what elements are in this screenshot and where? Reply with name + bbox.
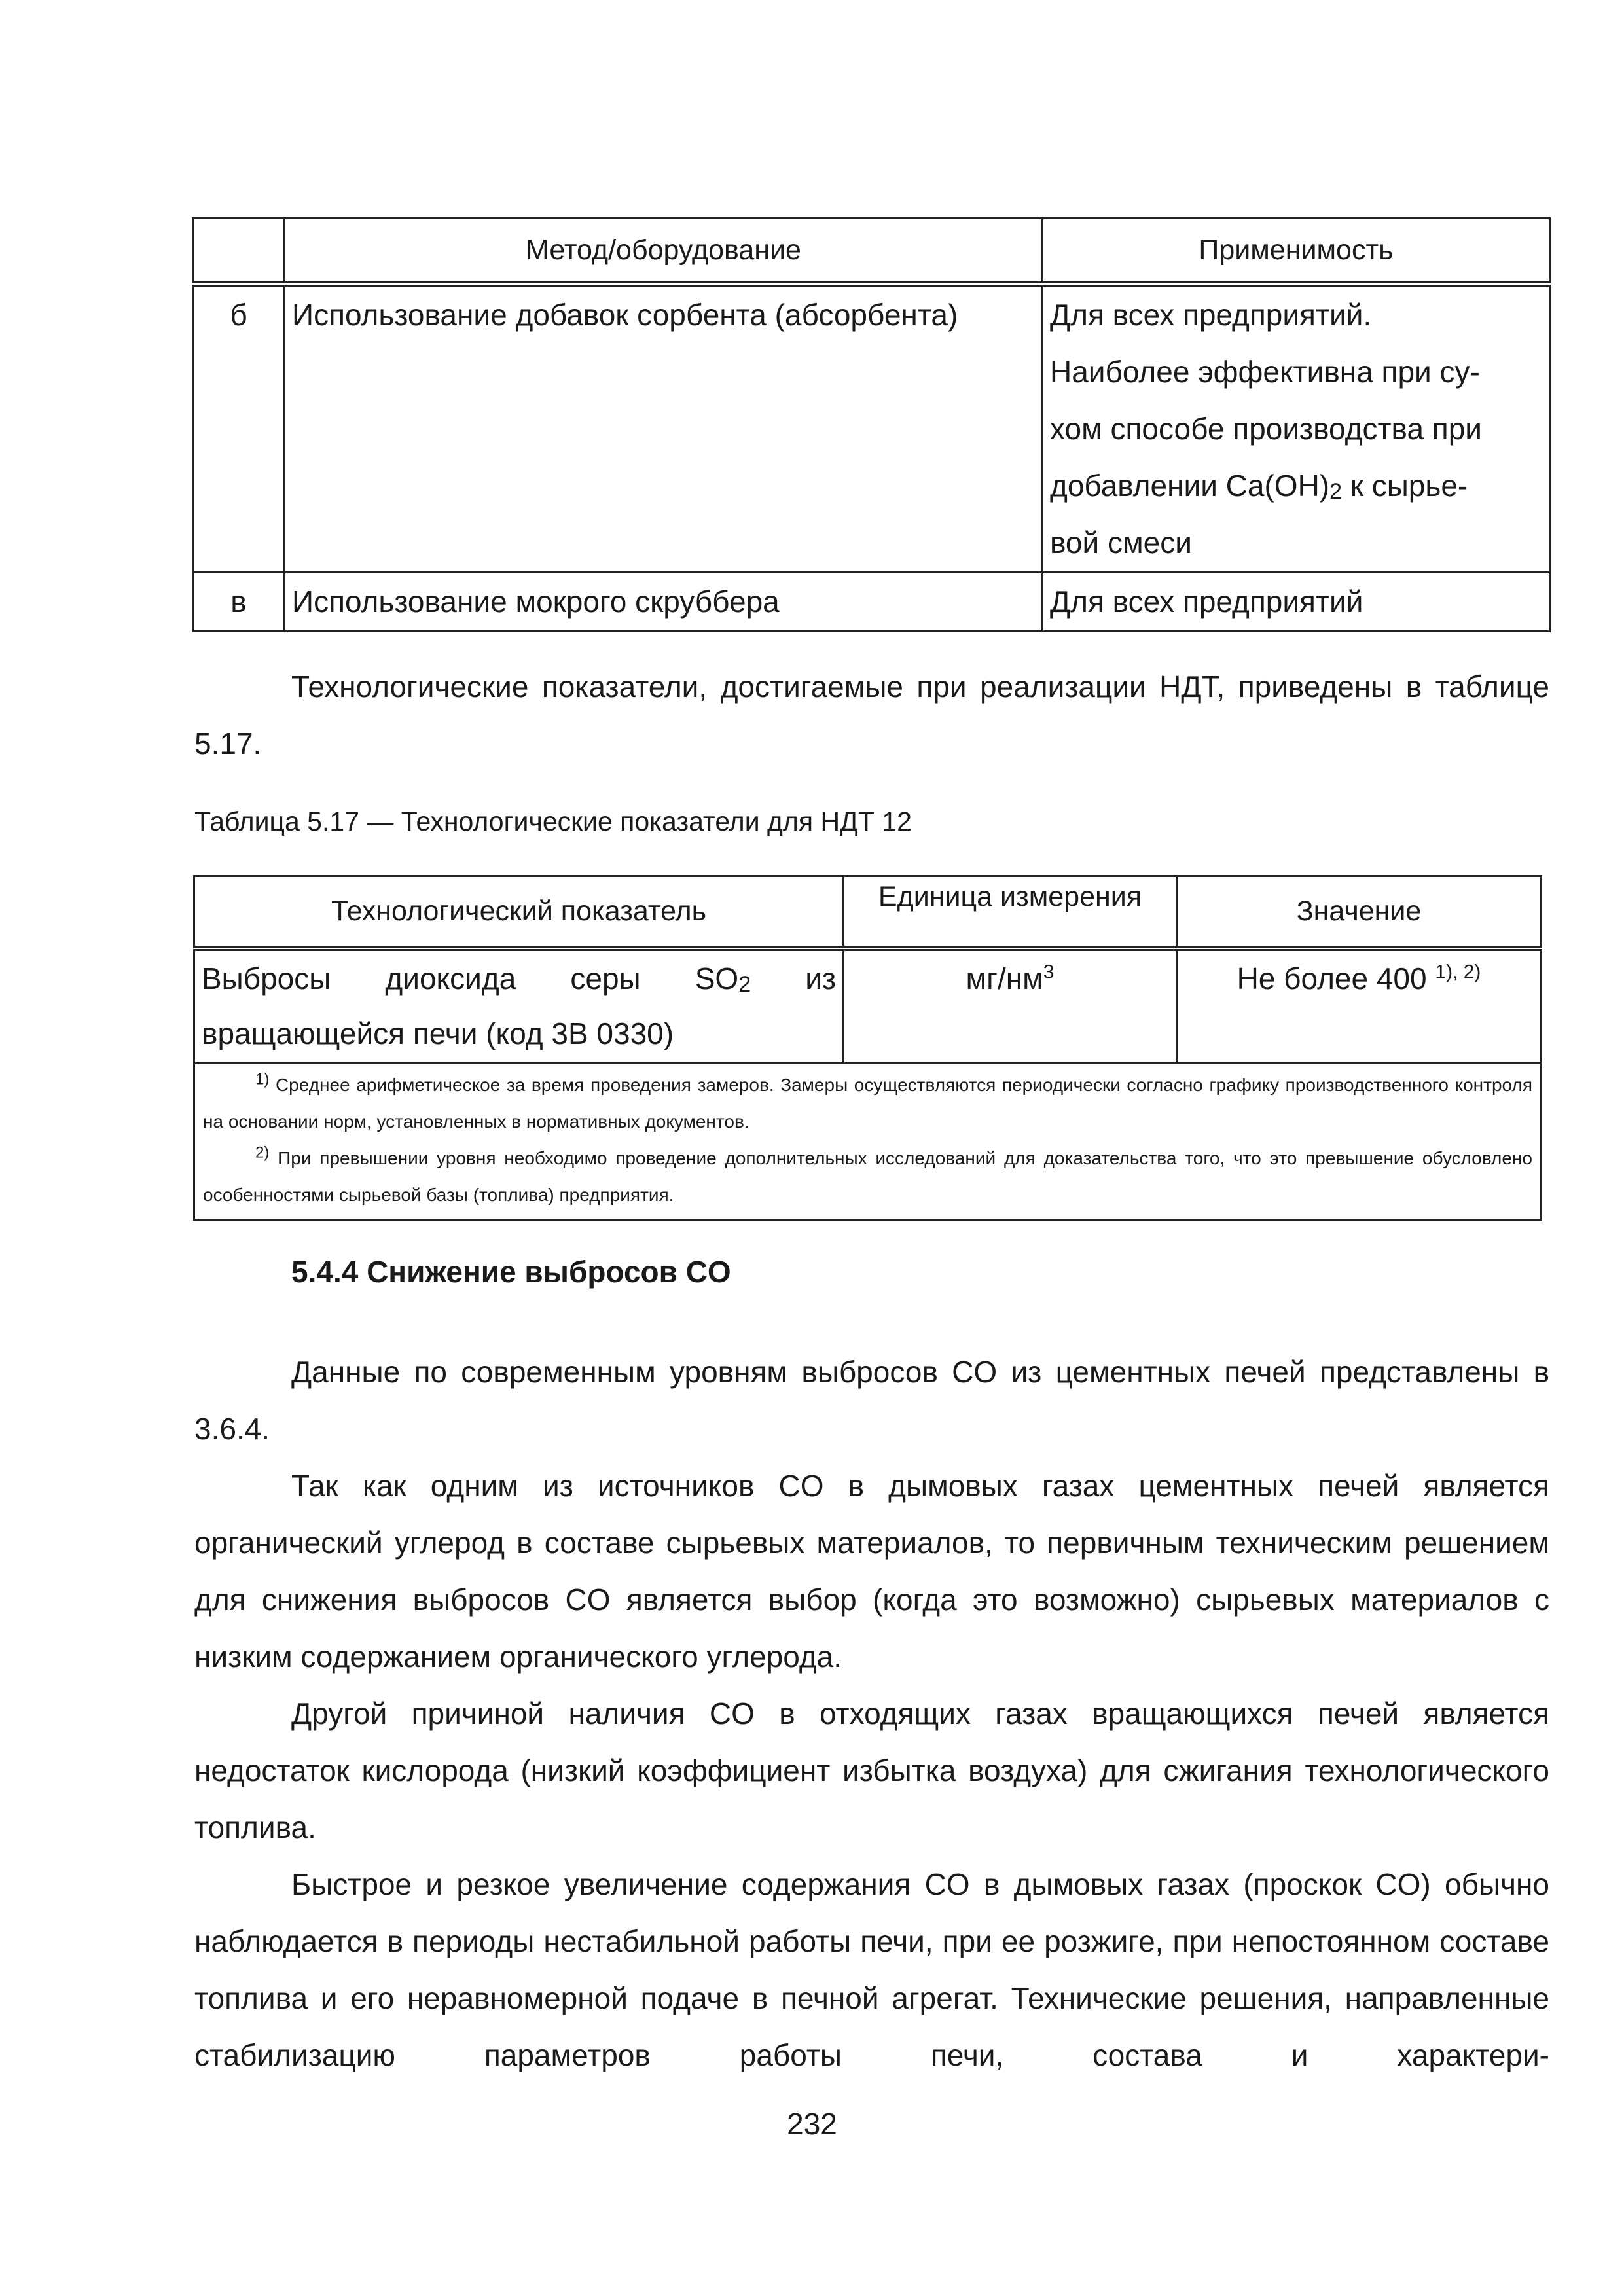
header-value: Значение [1177,876,1542,949]
value-cell: Не более 400 $^{1), 2)}$ [1177,948,1542,1064]
methods-table-header [193,219,1550,285]
applicability-line: вой смеси [1050,526,1192,560]
unit-cell: $мг/нм^3$ [844,948,1177,1064]
body-paragraph: Данные по современным уровням выбросов CO из цементных печей представлены в 3.6.4. [194,1355,1549,1446]
header-unit: Единица измерения [844,876,1177,949]
body-paragraph: Другой причиной наличия CO в отходящих газах вращающихся печей является недостаток кислорода (низкий коэффициент избытка воздуха) для сжигания технологического топлива. [194,1696,1549,1844]
header-method: Метод/оборудование [285,219,1043,285]
methods-table [192,217,1551,632]
footnote: $^{1)}$ Среднее арифметическое за время проведения замеров. Замеры осуществляются периодически согласно графику производственного контроля на основании норм, установленных в нормативных документов. [203,1070,1532,1132]
row-method: Использование добавок сорбента (абсорбента) [285,284,1043,573]
table-caption: Таблица 5.17 — Технологические показатели для НДТ 12 [194,806,912,836]
section-heading: 5.4.4 Снижение выбросов CO [291,1255,731,1289]
row-applicability: Для всех предприятий [1043,573,1550,632]
body-paragraph: Так как одним из источников CO в дымовых газах цементных печей является органический углерод в составе сырьевых материалов, то первичным техническим решением для снижения выбросов CO является выбор (когда это возможно) сырьевых материалов с низким содержанием органического углерода. [194,1469,1549,1674]
header-index [193,219,285,285]
applicability-line: Наиболее эффективна при су- [1050,355,1480,389]
indicators-table-header [194,876,1542,949]
indicators-table [193,875,1542,1221]
applicability-line: Для всех предприятий. [1050,298,1372,332]
applicability-line: добавлении $Ca(OH)_2$ к сырье- [1050,469,1468,504]
row-index: б [193,284,285,573]
body-paragraph: Быстрое и резкое увеличение содержания CO в дымовых газах (проскок CO) обычно наблюдается в периоды нестабильной работы печи, при ее розжиге, при непостоянном составе топлива и его неравномерной подаче в печной агрегат. Технические решения, направленные стабилизацию параметров работы печи, состава и характери- [194,1867,1549,2072]
table-row [193,573,1550,632]
row-applicability [1043,284,1550,573]
applicability-line: хом способе производства при [1050,412,1482,446]
header-indicator: Технологический показатель [194,876,844,949]
notes-row [194,1064,1542,1220]
table-row [194,948,1542,1064]
row-index: в [193,573,285,632]
table-row [193,284,1550,573]
row-method: Использование мокрого скруббера [285,573,1043,632]
indicator-cell: Выбросы диоксида серы $SO_2$ из вращающейся печи (код 3В 0330) [194,948,844,1064]
footnotes-cell [194,1064,1542,1220]
header-applicability: Применимость [1043,219,1550,285]
page-number: 232 [787,2107,837,2141]
intro-paragraph: Технологические показатели, достигаемые при реализации НДТ, приведены в таблице 5.17. [194,670,1549,761]
footnote: $^{2)}$ При превышении уровня необходимо проведение дополнительных исследований для доказательства того, что это превышение обусловлено особенностями сырьевой базы (топлива) предприятия. [203,1143,1533,1205]
